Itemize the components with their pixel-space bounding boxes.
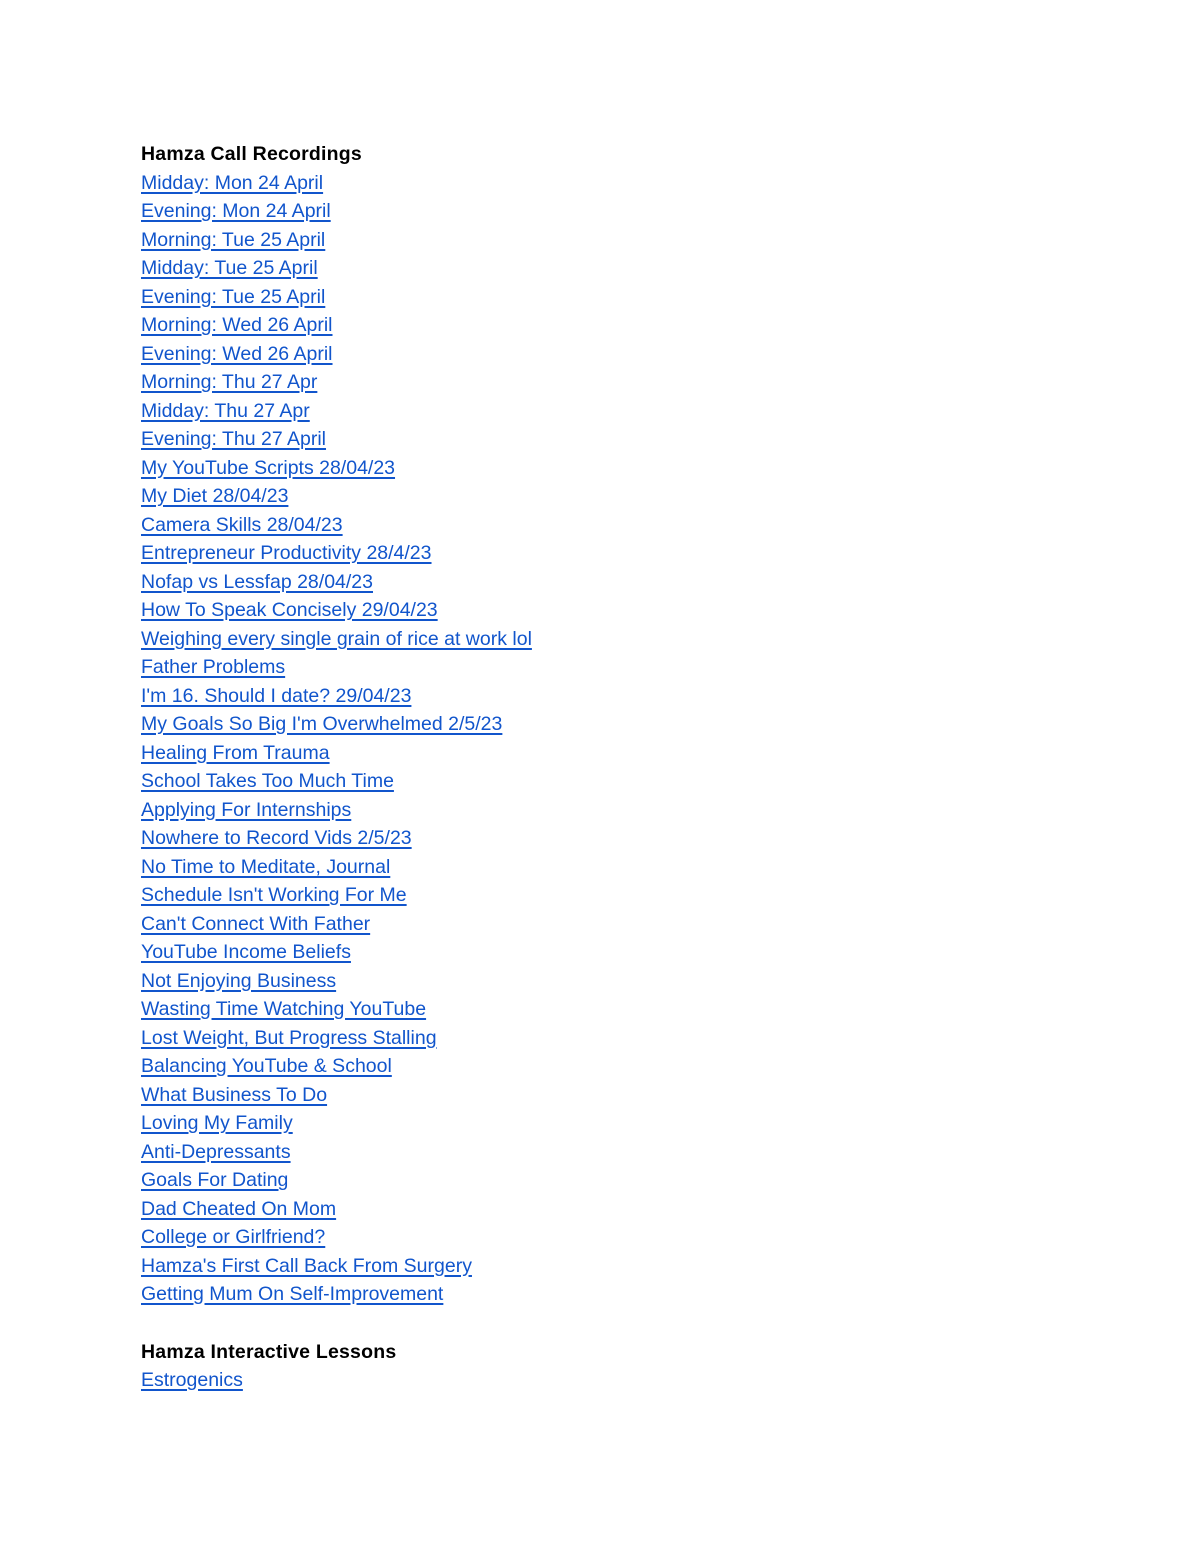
- document-link[interactable]: Applying For Internships: [141, 798, 352, 821]
- section-heading-call-recordings: Hamza Call Recordings: [141, 143, 362, 165]
- document-link[interactable]: Anti-Depressants: [141, 1140, 291, 1163]
- list-item: [141, 1138, 1101, 1167]
- document-link[interactable]: Morning: Thu 27 Apr: [141, 371, 318, 393]
- document-link[interactable]: Getting Mum On Self-Improvement: [141, 1283, 444, 1305]
- list-item: [141, 625, 1101, 654]
- document-link[interactable]: Nofap vs Lessfap 28/04/23: [141, 570, 373, 593]
- document-link[interactable]: Midday: Tue 25 April: [141, 257, 318, 279]
- document-link[interactable]: Loving My Family: [141, 1112, 293, 1134]
- document-link[interactable]: Evening: Mon 24 April: [141, 200, 331, 222]
- list-item: [141, 853, 1101, 882]
- document-link[interactable]: Can't Connect With Father: [141, 912, 371, 935]
- document-link[interactable]: Entrepreneur Productivity 28/4/23: [141, 542, 432, 564]
- document-link[interactable]: What Business To Do: [141, 1083, 328, 1106]
- document-link[interactable]: Camera Skills 28/04/23: [141, 513, 343, 536]
- list-item: [141, 539, 1101, 568]
- list-item: [141, 454, 1101, 483]
- list-item: [141, 226, 1101, 255]
- interactive-lessons-list: [141, 1366, 1101, 1395]
- document-link[interactable]: How To Speak Concisely 29/04/23: [141, 599, 438, 621]
- document-link[interactable]: I'm 16. Should I date? 29/04/23: [141, 684, 412, 707]
- list-item: [141, 197, 1101, 226]
- document-link[interactable]: Wasting Time Watching YouTube: [141, 998, 427, 1020]
- list-item: [141, 397, 1101, 426]
- list-item: [141, 340, 1101, 369]
- list-item: [141, 938, 1101, 967]
- list-item: [141, 1081, 1101, 1110]
- list-item: [141, 596, 1101, 625]
- document-link[interactable]: My Goals So Big I'm Overwhelmed 2/5/23: [141, 713, 503, 735]
- list-item: [141, 169, 1101, 198]
- document-link[interactable]: College or Girlfriend?: [141, 1226, 326, 1248]
- document-link[interactable]: My Diet 28/04/23: [141, 485, 289, 507]
- document-link[interactable]: No Time to Meditate, Journal: [141, 855, 391, 878]
- document-link[interactable]: Not Enjoying Business: [141, 969, 337, 992]
- list-item: [141, 568, 1101, 597]
- document-link[interactable]: Midday: Mon 24 April: [141, 171, 324, 194]
- document-link[interactable]: Morning: Wed 26 April: [141, 314, 333, 336]
- document-link[interactable]: Nowhere to Record Vids 2/5/23: [141, 827, 412, 849]
- list-item: [141, 910, 1101, 939]
- list-item: [141, 682, 1101, 711]
- list-item: [141, 254, 1101, 283]
- document-link[interactable]: Midday: Thu 27 Apr: [141, 399, 310, 422]
- list-item: [141, 1223, 1101, 1252]
- list-item: [141, 1109, 1101, 1138]
- list-item: [141, 311, 1101, 340]
- document-link[interactable]: Evening: Tue 25 April: [141, 285, 326, 308]
- document-link[interactable]: Estrogenics: [141, 1369, 243, 1391]
- document-page: [141, 140, 1101, 1395]
- call-recordings-list: [141, 169, 1101, 1309]
- document-link[interactable]: Dad Cheated On Mom: [141, 1197, 337, 1220]
- list-item: [141, 653, 1101, 682]
- document-link[interactable]: Evening: Thu 27 April: [141, 428, 327, 450]
- list-item: [141, 824, 1101, 853]
- list-item: [141, 1024, 1101, 1053]
- list-item: [141, 1252, 1101, 1281]
- list-item: [141, 1166, 1101, 1195]
- document-link[interactable]: Morning: Tue 25 April: [141, 228, 326, 251]
- list-item: [141, 796, 1101, 825]
- section-spacer: [141, 1309, 1101, 1338]
- list-item: [141, 1052, 1101, 1081]
- list-item: [141, 710, 1101, 739]
- document-link[interactable]: Healing From Trauma: [141, 741, 330, 764]
- list-item: [141, 283, 1101, 312]
- list-item: [141, 739, 1101, 768]
- list-item: [141, 1366, 1101, 1395]
- document-link[interactable]: YouTube Income Beliefs: [141, 941, 351, 963]
- document-link[interactable]: Goals For Dating: [141, 1169, 289, 1191]
- document-link[interactable]: Balancing YouTube & School: [141, 1055, 392, 1077]
- document-link[interactable]: School Takes Too Much Time: [141, 770, 394, 792]
- list-item: [141, 767, 1101, 796]
- interactive-lessons-section: [141, 1338, 1101, 1395]
- list-item: [141, 511, 1101, 540]
- list-item: [141, 967, 1101, 996]
- section-heading-interactive-lessons: Hamza Interactive Lessons: [141, 1340, 397, 1363]
- list-item: [141, 1280, 1101, 1309]
- document-link[interactable]: My YouTube Scripts 28/04/23: [141, 456, 396, 479]
- document-link[interactable]: Weighing every single grain of rice at work lol: [141, 627, 532, 650]
- document-link[interactable]: Hamza's First Call Back From Surgery: [141, 1254, 472, 1277]
- document-link[interactable]: Evening: Wed 26 April: [141, 342, 333, 365]
- list-item: [141, 368, 1101, 397]
- list-item: [141, 482, 1101, 511]
- document-link[interactable]: Schedule Isn't Working For Me: [141, 884, 407, 906]
- document-link[interactable]: Father Problems: [141, 656, 286, 678]
- document-link[interactable]: Lost Weight, But Progress Stalling: [141, 1026, 437, 1049]
- list-item: [141, 881, 1101, 910]
- list-item: [141, 425, 1101, 454]
- call-recordings-section: [141, 140, 1101, 1309]
- list-item: [141, 995, 1101, 1024]
- list-item: [141, 1195, 1101, 1224]
